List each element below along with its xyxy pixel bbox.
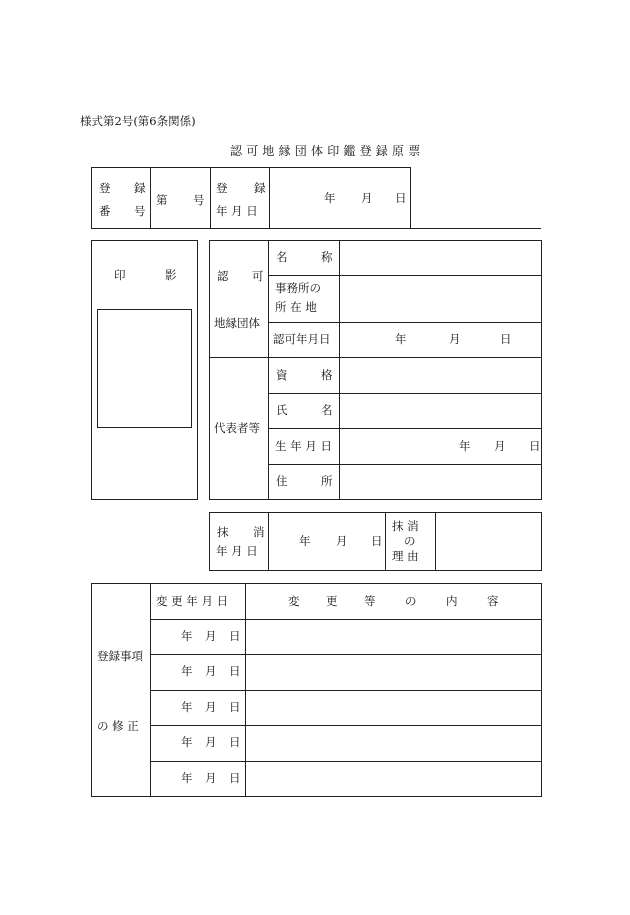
birth-date-year: 年 bbox=[459, 439, 471, 453]
row-month: 月 bbox=[205, 664, 217, 678]
representative-label: 代表者等 bbox=[214, 421, 260, 435]
birth-date-month: 月 bbox=[494, 439, 506, 453]
amendment-side-label-bottom: の 修 正 bbox=[97, 719, 139, 733]
approval-date-label: 認可年月日 bbox=[273, 332, 331, 346]
registration-date-label-1: 登 bbox=[216, 181, 228, 195]
office-label-1: 事務所の bbox=[275, 281, 321, 295]
content-header-4: の bbox=[405, 594, 417, 608]
row-day: 日 bbox=[229, 629, 241, 643]
rep-name-label-1: 氏 bbox=[276, 403, 288, 417]
registration-date-day: 日 bbox=[395, 191, 407, 205]
name-label-2: 称 bbox=[321, 250, 333, 264]
row-day: 日 bbox=[229, 771, 241, 785]
office-label-2: 所 在 地 bbox=[275, 300, 317, 314]
content-header-6: 容 bbox=[487, 594, 499, 608]
group-label-top-1: 認 bbox=[217, 269, 229, 283]
address-label-2: 所 bbox=[321, 474, 333, 488]
amendment-side-label-top: 登録事項 bbox=[97, 649, 143, 663]
birth-date-label: 生 年 月 日 bbox=[275, 439, 332, 453]
name-label-1: 名 bbox=[276, 250, 288, 264]
registration-no-prefix: 第 bbox=[156, 193, 168, 207]
row-year: 年 bbox=[181, 771, 193, 785]
registration-date-year: 年 bbox=[324, 191, 336, 205]
group-label-bottom: 地縁団体 bbox=[214, 316, 260, 330]
row-day: 日 bbox=[229, 700, 241, 714]
row-year: 年 bbox=[181, 700, 193, 714]
content-header-5: 内 bbox=[446, 594, 458, 608]
cancel-date-year: 年 bbox=[299, 534, 311, 548]
form-number: 様式第2号(第6条関係) bbox=[80, 114, 196, 128]
row-month: 月 bbox=[205, 735, 217, 749]
cancel-reason-label-3: 理 由 bbox=[392, 549, 419, 563]
rep-name-label-2: 名 bbox=[321, 403, 333, 417]
page-title: 認可地縁団体印鑑登録原票 bbox=[230, 144, 425, 158]
registration-no-label-4: 号 bbox=[134, 204, 146, 218]
registration-no-label-1: 登 bbox=[99, 181, 111, 195]
row-year: 年 bbox=[181, 629, 193, 643]
seal-label-2: 影 bbox=[165, 268, 177, 282]
address-label-1: 住 bbox=[276, 474, 288, 488]
row-year: 年 bbox=[181, 664, 193, 678]
group-label-top-2: 可 bbox=[252, 269, 264, 283]
content-header-3: 等 bbox=[364, 594, 376, 608]
registration-no-suffix: 号 bbox=[193, 193, 205, 207]
cancel-date-label-1: 抹 bbox=[217, 525, 229, 539]
row-month: 月 bbox=[205, 771, 217, 785]
cancel-date-month: 月 bbox=[336, 534, 348, 548]
change-date-header: 変 更 年 月 日 bbox=[156, 594, 229, 608]
registration-date-month: 月 bbox=[361, 191, 373, 205]
row-day: 日 bbox=[229, 664, 241, 678]
cancel-date-label-3: 年 月 日 bbox=[216, 544, 258, 558]
seal-stamp-area bbox=[97, 309, 192, 428]
approval-date-year: 年 bbox=[395, 332, 407, 346]
content-header-1: 変 bbox=[288, 594, 300, 608]
cancel-reason-label-2: の bbox=[404, 534, 416, 548]
content-header-2: 更 bbox=[326, 594, 338, 608]
row-month: 月 bbox=[205, 629, 217, 643]
registration-date-label-3: 年 月 日 bbox=[216, 204, 258, 218]
qualification-label-2: 格 bbox=[321, 368, 333, 382]
birth-date-day: 日 bbox=[529, 439, 541, 453]
row-month: 月 bbox=[205, 700, 217, 714]
registration-date-label-2: 録 bbox=[254, 181, 266, 195]
approval-date-month: 月 bbox=[449, 332, 461, 346]
seal-label-1: 印 bbox=[114, 268, 126, 282]
row-day: 日 bbox=[229, 735, 241, 749]
qualification-label-1: 資 bbox=[276, 368, 288, 382]
registration-no-label-3: 番 bbox=[99, 204, 111, 218]
row-year: 年 bbox=[181, 735, 193, 749]
cancel-date-label-2: 消 bbox=[253, 525, 265, 539]
registration-no-label-2: 録 bbox=[134, 181, 146, 195]
approval-date-day: 日 bbox=[500, 332, 512, 346]
cancel-reason-label-1: 抹 消 bbox=[392, 519, 419, 533]
cancel-date-day: 日 bbox=[371, 534, 383, 548]
